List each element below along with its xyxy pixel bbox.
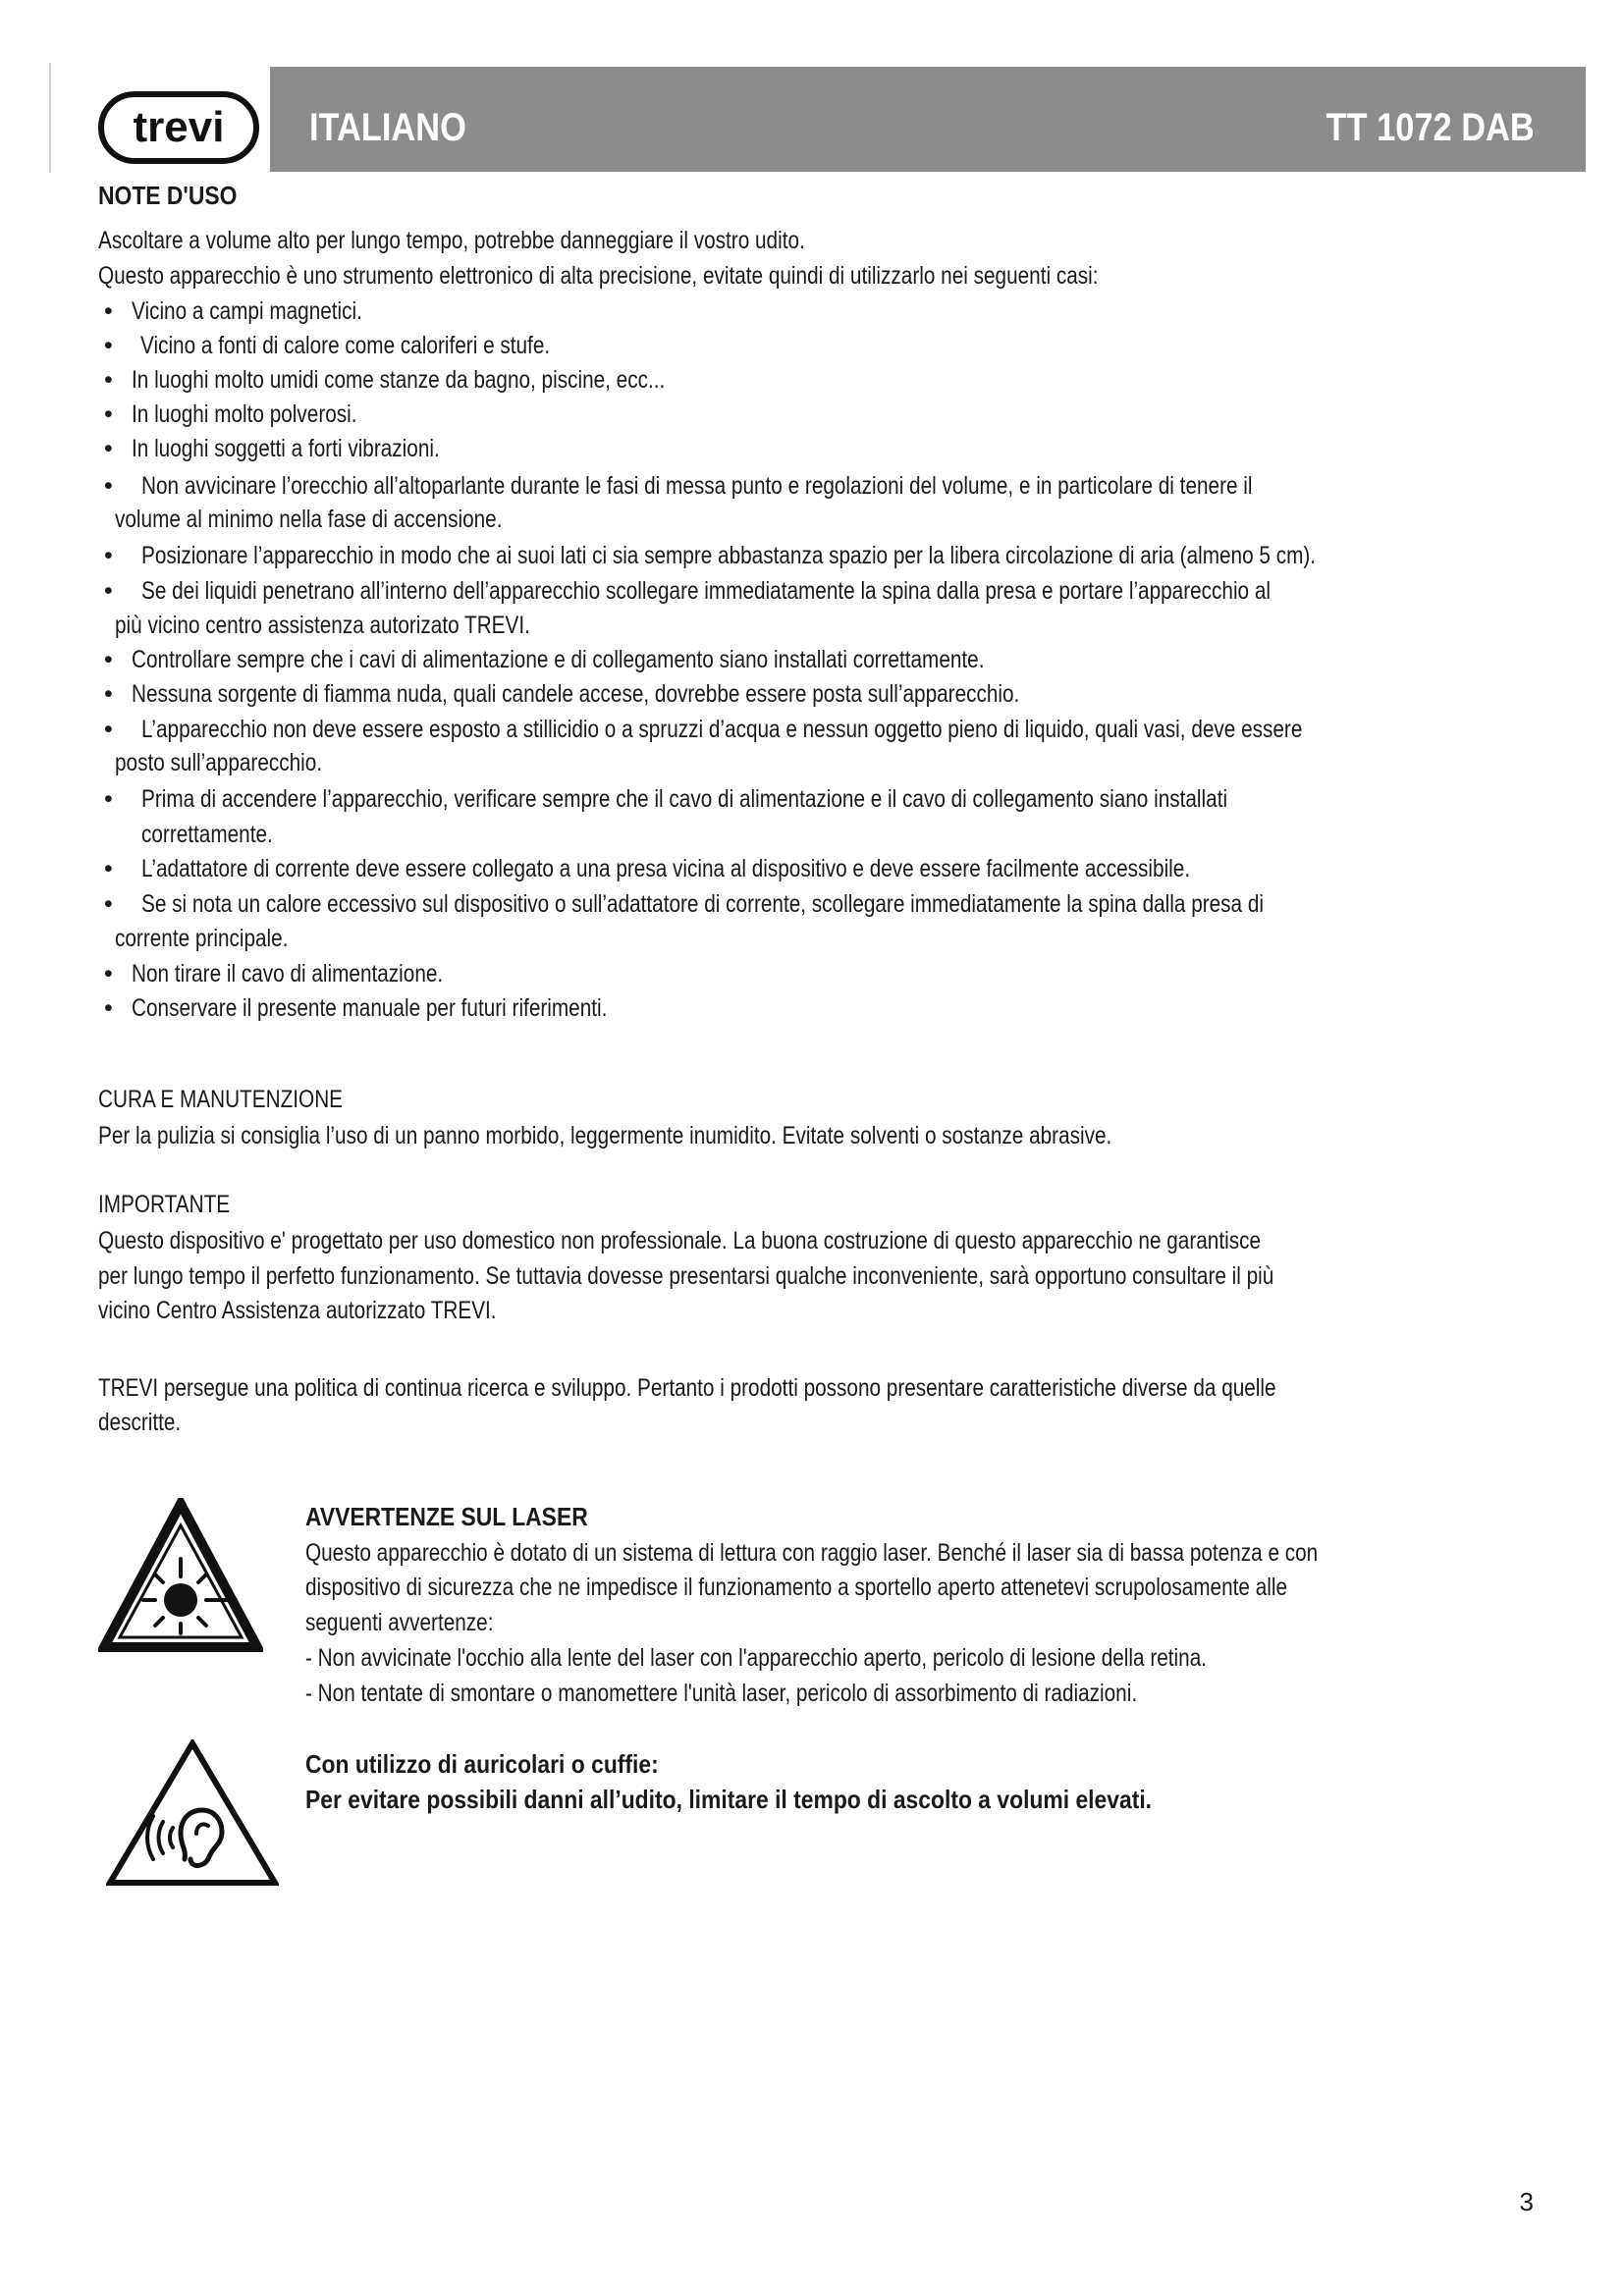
list-item: posto sull’apparecchio. — [115, 749, 323, 776]
bullet-icon: • — [104, 435, 113, 462]
importante-line: Questo dispositivo e' progettato per uso domestico non professionale. La buona costruzione di questo apparecchio ne garantisce — [98, 1227, 1262, 1255]
svg-text:trevi: trevi — [133, 103, 225, 151]
importante-line: per lungo tempo il perfetto funzionamento. Se tuttavia dovesse presentarsi qualche inconveniente, sarà opportuno consultare il più — [98, 1262, 1274, 1290]
list-item: Se dei liquidi penetrano all’interno dell’apparecchio scollegare immediatamente la spina dalla presa e portare l’apparecchio al — [141, 577, 1272, 605]
list-item: Conservare il presente manuale per futuri riferimenti. — [132, 994, 608, 1022]
header-bar — [270, 67, 1586, 172]
importante-title: IMPORTANTE — [98, 1191, 231, 1218]
list-item: Vicino a fonti di calore come caloriferi e stufe. — [140, 332, 551, 359]
cura-title: CURA E MANUTENZIONE — [98, 1086, 344, 1113]
laser-line: seguenti avvertenze: — [305, 1609, 494, 1636]
list-item: correttamente. — [141, 821, 273, 848]
bullet-icon: • — [104, 855, 113, 882]
bullet-icon: • — [104, 785, 113, 813]
importante-line: vicino Centro Assistenza autorizzato TREVI. — [98, 1297, 497, 1324]
header-model: TT 1072 DAB — [1326, 106, 1535, 149]
list-item: L’apparecchio non deve essere esposto a stillicidio o a spruzzi d’acqua e nessun oggetto pieno di liquido, quali vasi, deve essere — [141, 716, 1303, 743]
list-item: corrente principale. — [115, 925, 289, 952]
laser-line: Questo apparecchio è dotato di un sistema di lettura con raggio laser. Benché il laser sia di bassa potenza e con — [305, 1539, 1319, 1567]
list-item: In luoghi soggetti a forti vibrazioni. — [132, 435, 440, 462]
cura-text: Per la pulizia si consiglia l’uso di un panno morbido, leggermente inumidito. Evitate solventi o sostanze abrasive. — [98, 1122, 1112, 1149]
bullet-icon: • — [104, 297, 113, 325]
list-item: Prima di accendere l’apparecchio, verificare sempre che il cavo di alimentazione e il cavo di collegamento siano installati — [141, 785, 1228, 813]
bullet-icon: • — [104, 366, 113, 394]
bullet-icon: • — [104, 577, 113, 605]
headphones-text: Per evitare possibili danni all’udito, limitare il tempo di ascolto a volumi elevati. — [305, 1785, 1153, 1814]
laser-warning-icon — [98, 1498, 263, 1660]
trevi-logo — [98, 88, 259, 167]
list-item: In luoghi molto polverosi. — [132, 400, 357, 428]
bullet-icon: • — [104, 994, 113, 1022]
margin-line — [49, 63, 51, 173]
list-item: Nessuna sorgente di fiamma nuda, quali candele accese, dovrebbe essere posta sull’apparecchio. — [132, 680, 1020, 708]
bullet-icon: • — [104, 960, 113, 988]
list-item: Non avvicinare l’orecchio all’altoparlante durante le fasi di messa punto e regolazioni del volume, e in particolare di tenere il — [141, 472, 1253, 500]
laser-title: AVVERTENZE SUL LASER — [305, 1502, 588, 1531]
list-item: L’adattatore di corrente deve essere collegato a una presa vicina al dispositivo e deve essere facilmente accessibile. — [141, 855, 1191, 882]
list-item: In luoghi molto umidi come stanze da bagno, piscine, ecc... — [132, 366, 666, 394]
bullet-icon: • — [104, 716, 113, 743]
laser-line: - Non avvicinate l'occhio alla lente del laser con l'apparecchio aperto, pericolo di lesione della retina. — [305, 1644, 1208, 1672]
bullet-icon: • — [104, 332, 113, 359]
list-item: Controllare sempre che i cavi di alimentazione e di collegamento siano installati correttamente. — [132, 646, 985, 673]
header-language: ITALIANO — [309, 106, 466, 149]
bullet-icon: • — [104, 400, 113, 428]
laser-line: dispositivo di sicurezza che ne impedisce il funzionamento a sportello aperto attenetevi scrupolosamente alle — [305, 1574, 1288, 1601]
bullet-icon: • — [104, 890, 113, 918]
headphones-title: Con utilizzo di auricolari o cuffie: — [305, 1749, 659, 1779]
page-number: 3 — [1519, 2187, 1534, 2216]
policy-line: TREVI persegue una politica di continua ricerca e sviluppo. Pertanto i prodotti possono presentare caratteristiche diverse da quelle — [98, 1374, 1276, 1402]
note-uso-intro-1: Ascoltare a volume alto per lungo tempo, potrebbe danneggiare il vostro udito. — [98, 227, 805, 254]
bullet-icon: • — [104, 542, 113, 569]
bullet-icon: • — [104, 646, 113, 673]
list-item: Posizionare l’apparecchio in modo che ai suoi lati ci sia sempre abbastanza spazio per la libera circolazione di aria (almeno 5 cm). — [141, 542, 1317, 569]
hearing-warning-icon — [106, 1739, 279, 1892]
list-item: volume al minimo nella fase di accensione. — [115, 506, 503, 533]
list-item: Vicino a campi magnetici. — [132, 297, 362, 325]
list-item: Non tirare il cavo di alimentazione. — [132, 960, 444, 988]
note-uso-title: NOTE D'USO — [98, 181, 238, 210]
bullet-icon: • — [104, 680, 113, 708]
laser-line: - Non tentate di smontare o manomettere l'unità laser, pericolo di assorbimento di radiazioni. — [305, 1680, 1138, 1707]
policy-line: descritte. — [98, 1409, 182, 1436]
bullet-icon: • — [104, 472, 113, 500]
note-uso-intro-2: Questo apparecchio è uno strumento elettronico di alta precisione, evitate quindi di utilizzarlo nei seguenti casi: — [98, 262, 1099, 290]
list-item: Se si nota un calore eccessivo sul dispositivo o sull’adattatore di corrente, scollegare immediatamente la spina dalla presa di — [141, 890, 1265, 918]
list-item: più vicino centro assistenza autorizato TREVI. — [115, 612, 530, 639]
